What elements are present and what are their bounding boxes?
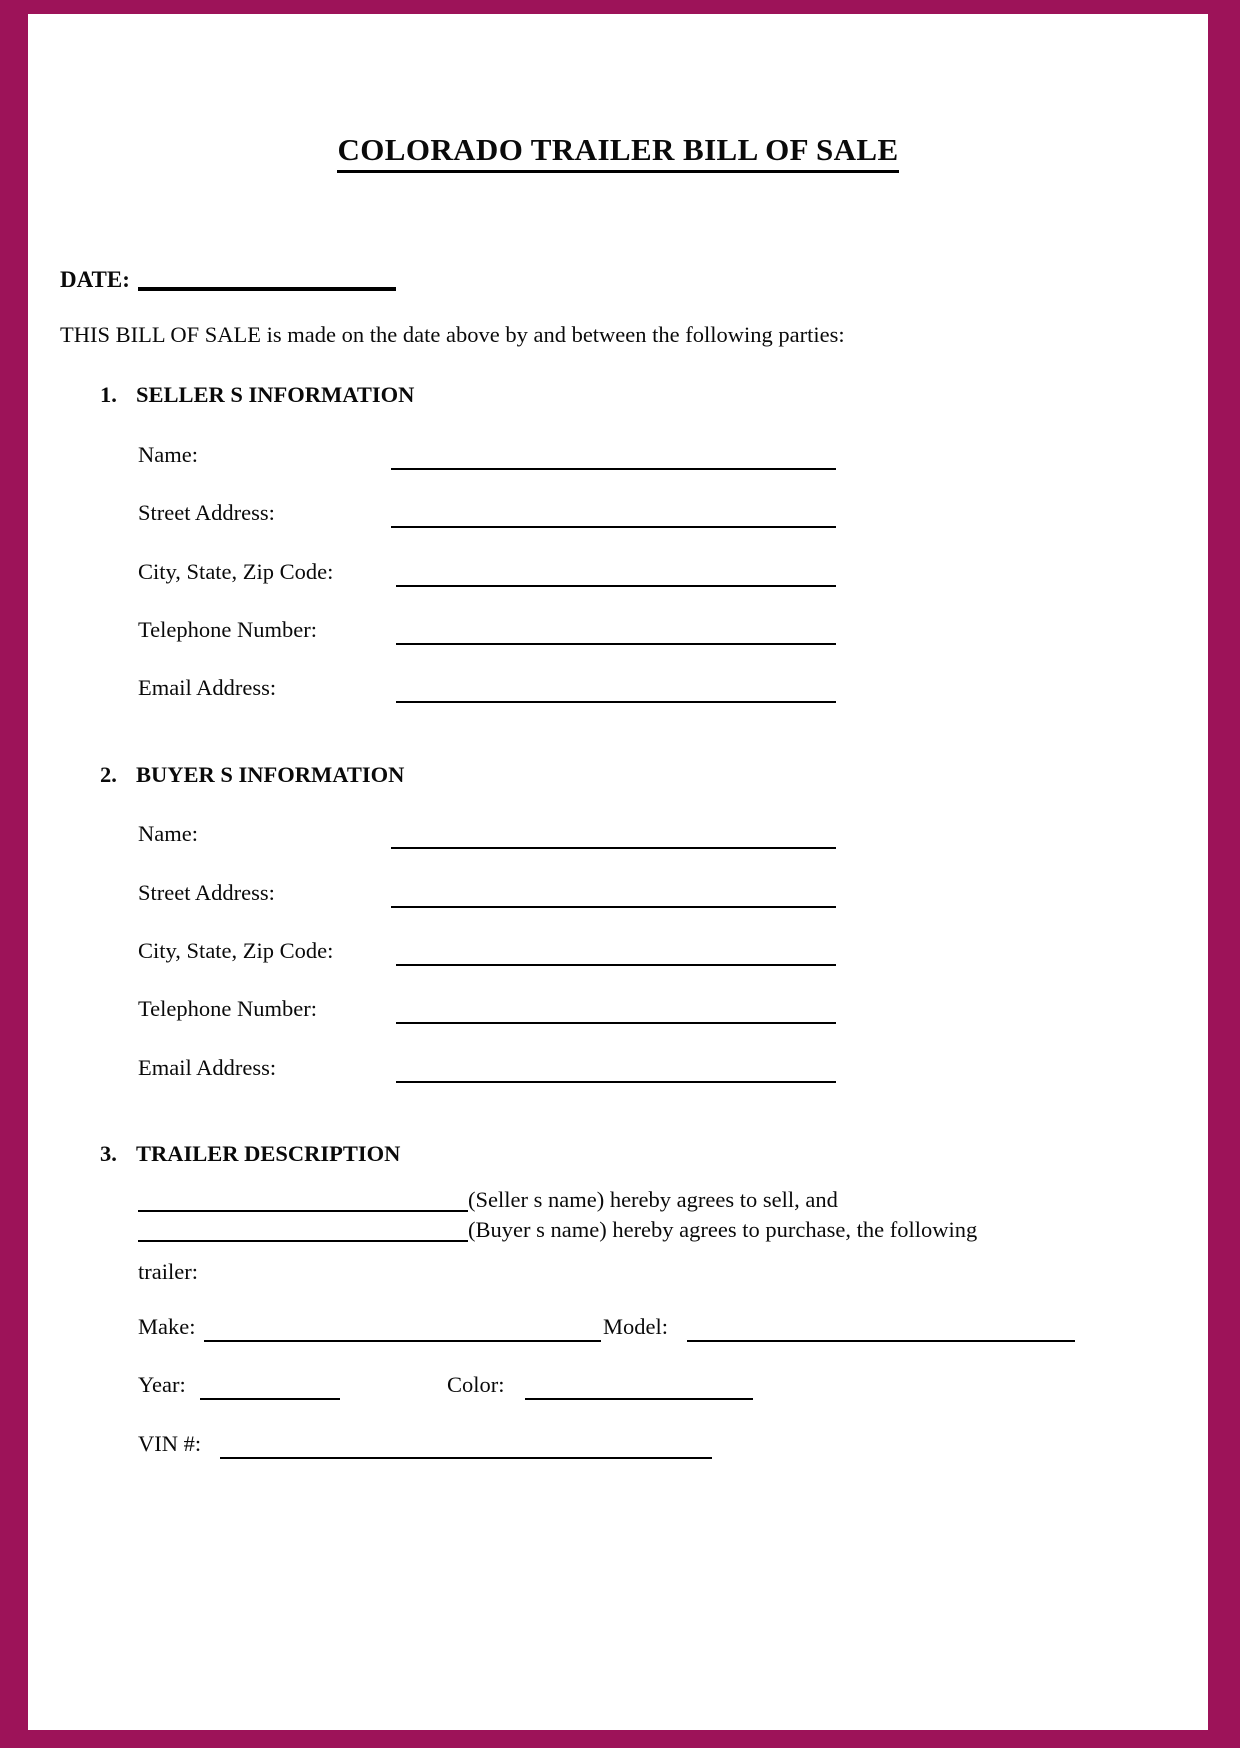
seller-phone-label: Telephone Number: (138, 617, 317, 642)
seller-city-input[interactable] (396, 585, 836, 587)
page-title-text: COLORADO TRAILER BILL OF SALE (337, 132, 898, 173)
buyer-city-label: City, State, Zip Code: (138, 938, 334, 963)
seller-phone-row (138, 617, 1138, 647)
seller-email-label: Email Address: (138, 675, 277, 700)
section-number-1: 1. (100, 382, 117, 407)
seller-email-row (138, 675, 1138, 705)
buyer-city-row (138, 938, 1138, 968)
trailer-agreement-paragraph (138, 1185, 1148, 1245)
make-label: Make: (138, 1314, 196, 1339)
section-heading-buyer (100, 762, 404, 788)
color-label: Color: (447, 1372, 505, 1397)
seller-agreement-text: (Seller s name) hereby agrees to sell, and (468, 1187, 838, 1212)
section-number-3: 3. (100, 1141, 117, 1166)
buyer-phone-row (138, 996, 1138, 1026)
seller-street-row (138, 500, 1138, 530)
section-heading-trailer (100, 1141, 400, 1167)
buyer-street-input[interactable] (391, 906, 836, 908)
trailer-colon-text: trailer: (138, 1259, 198, 1284)
seller-agreement-line (138, 1185, 1148, 1215)
vin-label: VIN #: (138, 1431, 202, 1456)
make-input[interactable] (204, 1340, 601, 1342)
section-number-2: 2. (100, 762, 117, 787)
model-input[interactable] (687, 1340, 1075, 1342)
document-page (28, 14, 1208, 1730)
buyer-phone-input[interactable] (396, 1022, 836, 1024)
buyer-email-label: Email Address: (138, 1055, 277, 1080)
buyer-phone-label: Telephone Number: (138, 996, 317, 1021)
seller-email-input[interactable] (396, 701, 836, 703)
buyer-name-input[interactable] (391, 847, 836, 849)
section-title-2: BUYER S INFORMATION (136, 762, 405, 787)
date-label: DATE: (60, 267, 130, 292)
seller-city-label: City, State, Zip Code: (138, 559, 334, 584)
date-row (60, 267, 396, 291)
vin-input[interactable] (220, 1457, 712, 1459)
seller-name-input[interactable] (391, 468, 836, 470)
date-input-blank[interactable] (138, 267, 396, 291)
buyer-name-blank[interactable] (138, 1218, 468, 1242)
seller-city-row (138, 559, 1138, 589)
page-title (28, 132, 1208, 173)
buyer-agreement-text: (Buyer s name) hereby agrees to purchase, the following (468, 1217, 978, 1242)
year-input[interactable] (200, 1398, 340, 1400)
seller-name-row (138, 442, 1138, 472)
buyer-city-input[interactable] (396, 964, 836, 966)
model-label: Model: (603, 1314, 668, 1339)
buyer-name-row (138, 821, 1138, 851)
year-label: Year: (138, 1372, 186, 1397)
document-body (28, 14, 1208, 1730)
seller-phone-input[interactable] (396, 643, 836, 645)
buyer-email-input[interactable] (396, 1081, 836, 1083)
make-model-row (138, 1314, 1148, 1344)
seller-street-input[interactable] (391, 526, 836, 528)
section-title-3: TRAILER DESCRIPTION (136, 1141, 401, 1166)
intro-sentence: THIS BILL OF SALE is made on the date above by and between the following parties: (60, 322, 845, 347)
buyer-agreement-line (138, 1215, 1148, 1245)
vin-row (138, 1431, 1148, 1461)
color-input[interactable] (525, 1398, 753, 1400)
year-color-row (138, 1372, 1148, 1402)
section-title-1: SELLER S INFORMATION (136, 382, 415, 407)
buyer-street-label: Street Address: (138, 880, 275, 905)
buyer-name-label: Name: (138, 821, 198, 846)
seller-name-blank[interactable] (138, 1188, 468, 1212)
section-heading-seller (100, 382, 414, 408)
buyer-email-row (138, 1055, 1138, 1085)
buyer-street-row (138, 880, 1138, 910)
seller-street-label: Street Address: (138, 500, 275, 525)
seller-name-label: Name: (138, 442, 198, 467)
